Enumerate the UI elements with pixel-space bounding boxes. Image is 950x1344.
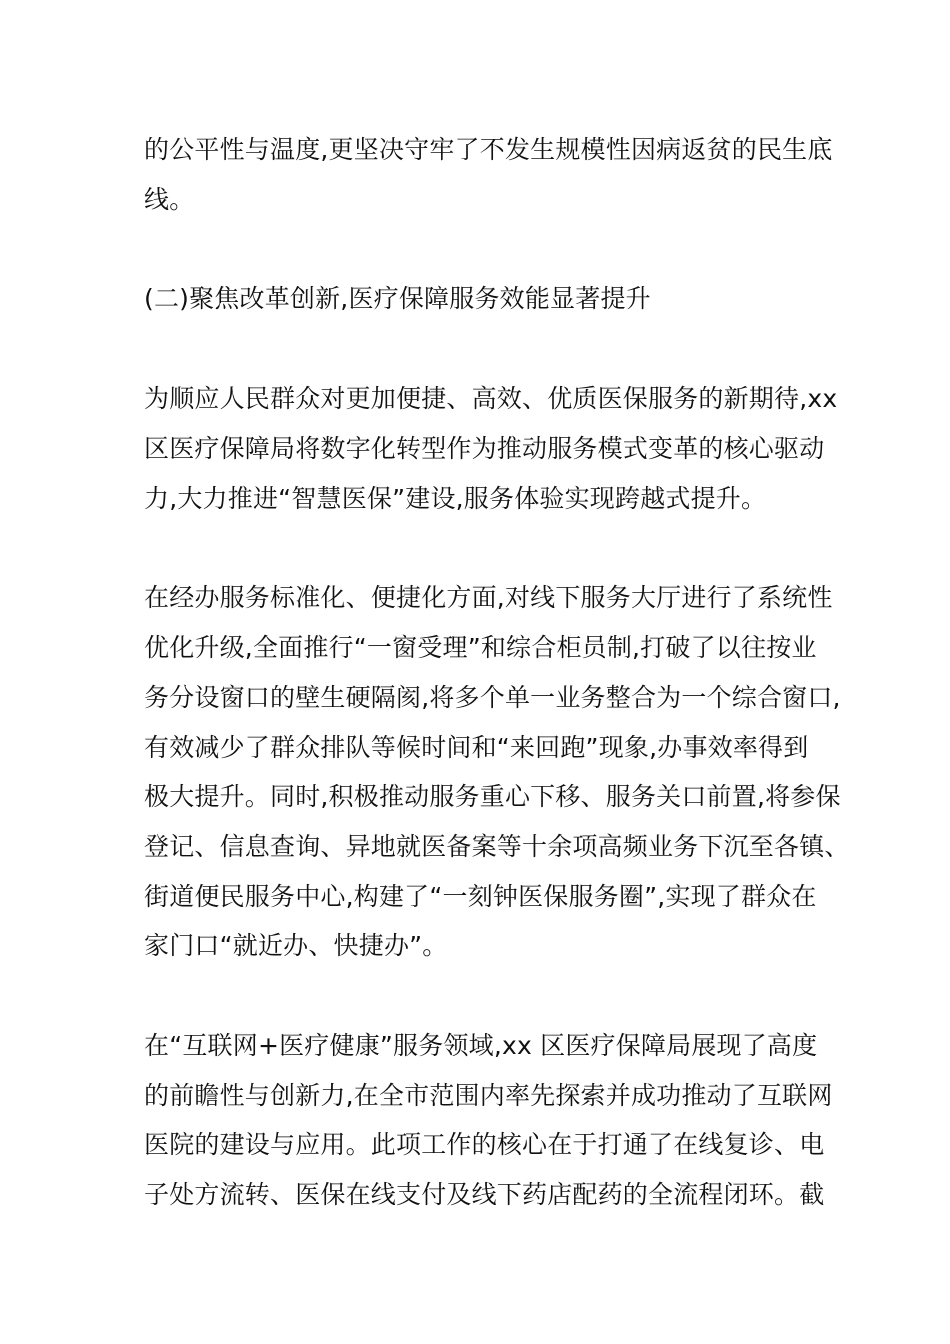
section-heading: (二)聚焦改革创新,医疗保障服务效能显著提升 [144, 284, 651, 313]
paragraph-internet-healthcare-line-1: 在“互联网+医疗健康”服务领域,xx 区医疗保障局展现了高度 [144, 1031, 818, 1060]
paragraph-intro-continuation-line-1: 的公平性与温度,更坚决守牢了不发生规模性因病返贫的民生底 [144, 135, 833, 164]
paragraph-service-standardization-line-8: 家门口“就近办、快捷办”。 [144, 931, 448, 960]
paragraph-internet-healthcare-line-4: 子处方流转、医保在线支付及线下药店配药的全流程闭环。截 [144, 1180, 825, 1209]
paragraph-service-standardization-line-3: 务分设窗口的壁生硬隔阂,将多个单一业务整合为一个综合窗口, [144, 683, 841, 712]
paragraph-digital-transformation-line-2: 区医疗保障局将数字化转型作为推动服务模式变革的核心驱动 [144, 434, 825, 463]
paragraph-intro-continuation-line-2: 线。 [144, 185, 195, 214]
paragraph-service-standardization-line-7: 街道便民服务中心,构建了“一刻钟医保服务圈”,实现了群众在 [144, 882, 817, 911]
paragraph-service-standardization-line-5: 极大提升。同时,积极推动服务重心下移、服务关口前置,将参保 [144, 782, 841, 811]
paragraph-digital-transformation-line-1: 为顺应人民群众对更加便捷、高效、优质医保服务的新期待,xx [144, 384, 838, 413]
paragraph-internet-healthcare-line-2: 的前瞻性与创新力,在全市范围内率先探索并成功推动了互联网 [144, 1081, 833, 1110]
paragraph-digital-transformation-line-3: 力,大力推进“智慧医保”建设,服务体验实现跨越式提升。 [144, 484, 767, 513]
paragraph-service-standardization-line-2: 优化升级,全面推行“一窗受理”和综合柜员制,打破了以往按业 [144, 633, 817, 662]
paragraph-service-standardization-line-4: 有效减少了群众排队等候时间和“来回跑”现象,办事效率得到 [144, 733, 809, 762]
paragraph-internet-healthcare-line-3: 医院的建设与应用。此项工作的核心在于打通了在线复诊、电 [144, 1130, 825, 1159]
paragraph-service-standardization-line-1: 在经办服务标准化、便捷化方面,对线下服务大厅进行了系统性 [144, 583, 833, 612]
paragraph-service-standardization-line-6: 登记、信息查询、异地就医备案等十余项高频业务下沉至各镇、 [144, 832, 850, 861]
